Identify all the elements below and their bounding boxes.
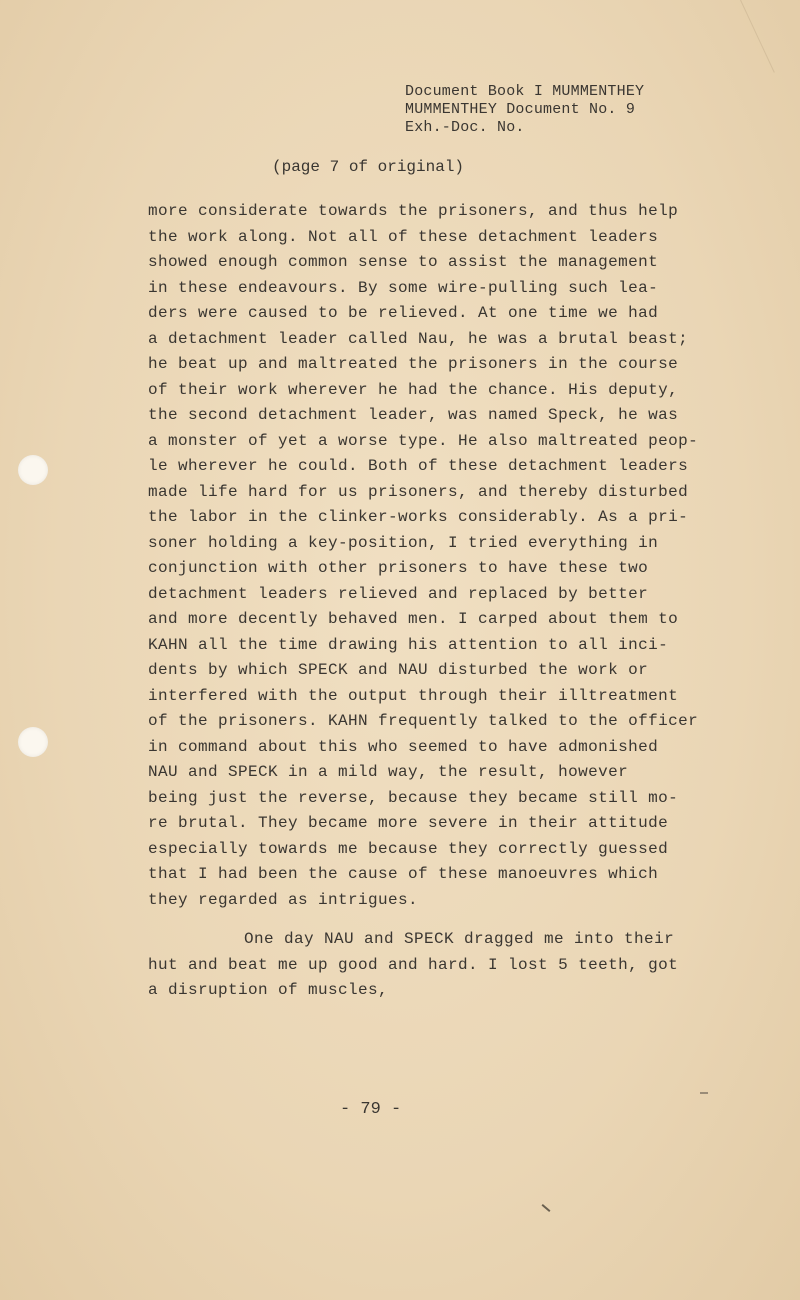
text-line: the labor in the clinker-works considerably. As a pri- [148, 508, 689, 526]
punch-hole [18, 727, 48, 757]
text-line: One day NAU and SPECK dragged me into their [244, 930, 675, 948]
text-line: in these endeavours. By some wire-pulling such lea- [148, 278, 659, 297]
text-line: a monster of yet a worse type. He also maltreated peop- [148, 431, 699, 450]
text-line: le wherever he could. Both of these detachment leaders [148, 457, 689, 475]
text-line: that I had been the cause of these manoeuvres which [148, 865, 659, 883]
text-line: they regarded as intrigues. [148, 890, 419, 909]
text-line: ders were caused to be relieved. At one time we had [148, 304, 659, 322]
text-line: the work along. Not all of these detachment leaders [148, 227, 659, 246]
text-line: in command about this who seemed to have admonished [148, 737, 659, 756]
text-line: more considerate towards the prisoners, and thus help [148, 202, 679, 220]
text-line: of their work wherever he had the chance. His deputy, [148, 380, 679, 399]
text-line: dents by which SPECK and NAU disturbed the work or [148, 661, 649, 679]
header-line-document-number: MUMMENTHEY Document No. 9 [405, 101, 636, 118]
text-line: hut and beat me up good and hard. I lost 5 teeth, got [148, 955, 679, 974]
text-line: conjunction with other prisoners to have these two [148, 559, 649, 577]
text-line: re brutal. They became more severe in their attitude [148, 814, 669, 832]
paper-crease [740, 0, 775, 73]
text-line: a detachment leader called Nau, he was a brutal beast; [148, 329, 689, 348]
text-line: being just the reverse, because they became still mo- [148, 788, 679, 807]
ink-speck [542, 1204, 551, 1212]
header-line-exhibit: Exh.-Doc. No. [405, 119, 525, 136]
body-text [148, 199, 708, 1004]
text-line: a disruption of muscles, [148, 981, 389, 999]
page-of-original-note: (page 7 of original) [272, 158, 465, 176]
text-line: made life hard for us prisoners, and thereby disturbed [148, 482, 689, 501]
text-line: KAHN all the time drawing his attention to all inci- [148, 635, 669, 654]
text-line: NAU and SPECK in a mild way, the result, however [148, 763, 629, 781]
text-line: especially towards me because they correctly guessed [148, 839, 669, 858]
document-header [405, 83, 644, 137]
text-line: and more decently behaved men. I carped about them to [148, 610, 679, 628]
punch-hole [18, 455, 48, 485]
paragraph-2 [148, 927, 708, 1004]
text-line: detachment leaders relieved and replaced by better [148, 584, 649, 603]
text-line: showed enough common sense to assist the management [148, 253, 659, 271]
paragraph-1 [148, 199, 708, 913]
text-line: interfered with the output through their illtreatment [148, 686, 679, 705]
text-line: he beat up and maltreated the prisoners in the course [148, 355, 679, 373]
ink-speck [700, 1092, 708, 1094]
text-line: soner holding a key-position, I tried everything in [148, 533, 659, 552]
page-number: - 79 - [340, 1100, 402, 1119]
header-line-book: Document Book I MUMMENTHEY [405, 83, 645, 100]
text-line: the second detachment leader, was named Speck, he was [148, 406, 679, 424]
text-line: of the prisoners. KAHN frequently talked to the officer [148, 712, 699, 730]
